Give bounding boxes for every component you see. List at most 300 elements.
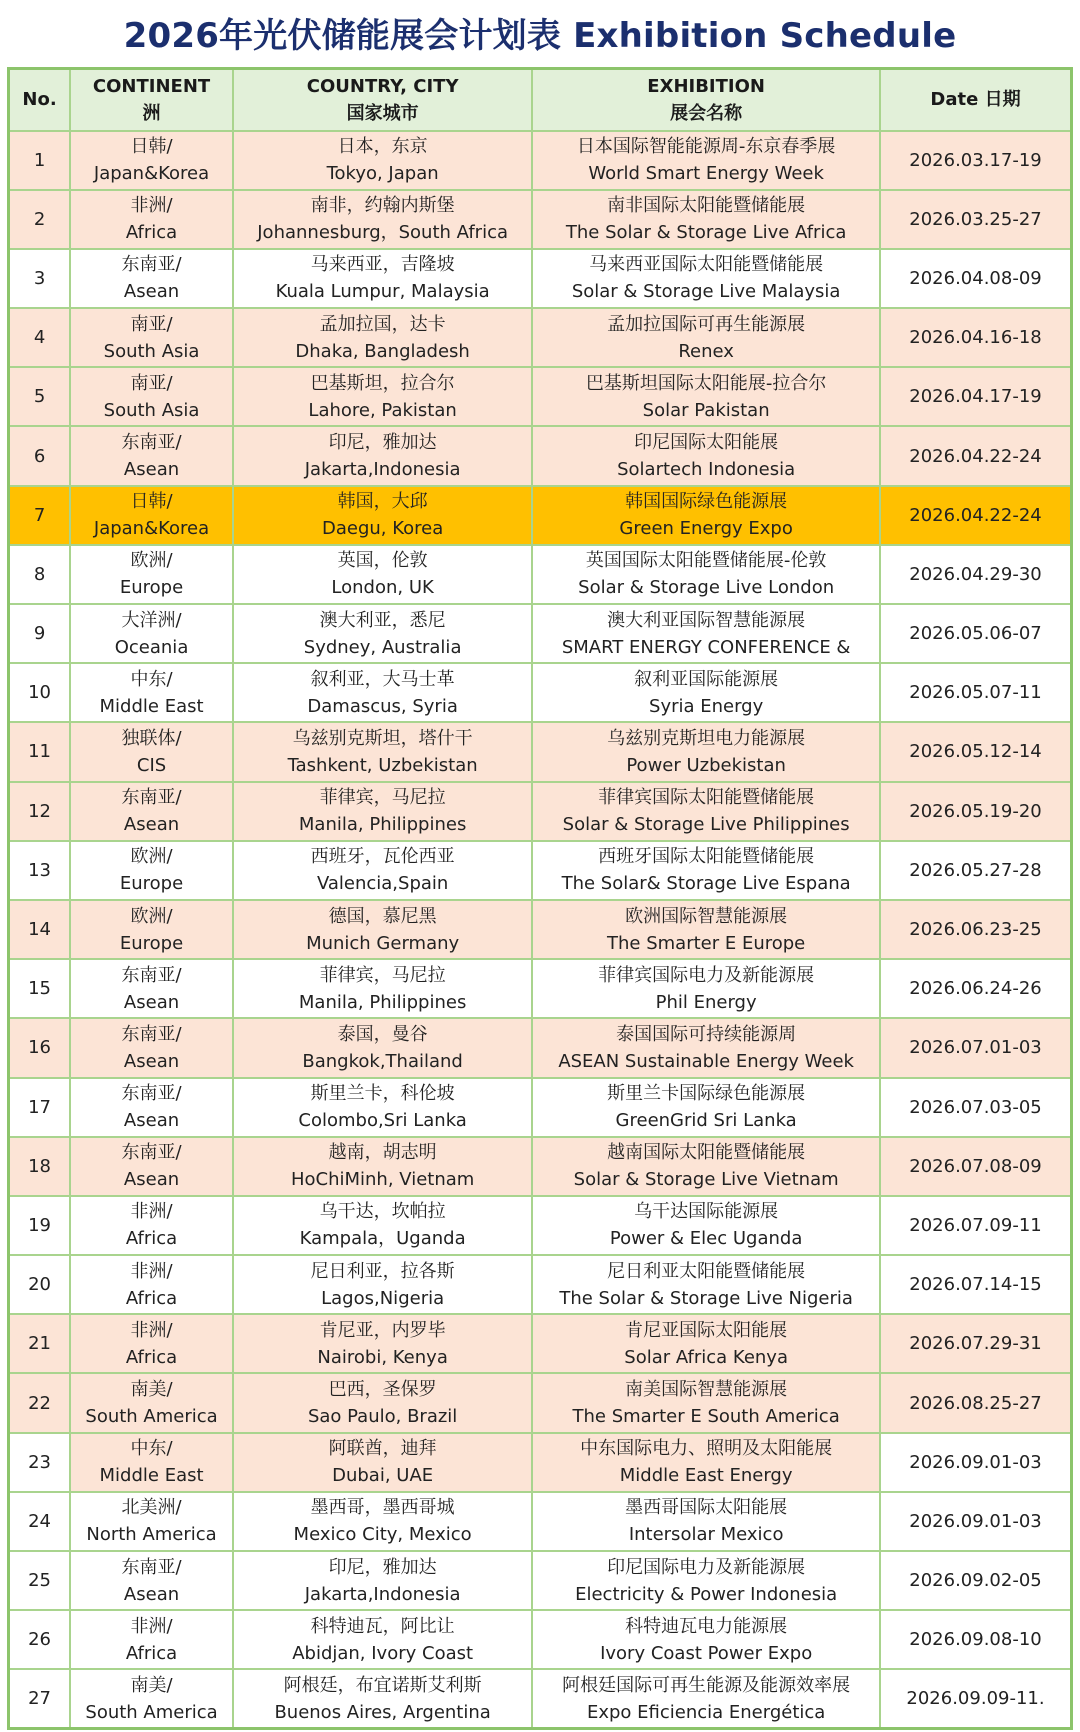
exhibition-en: Solar Africa Kenya xyxy=(624,1346,788,1368)
country-cn: 英国，伦敦 xyxy=(337,550,428,572)
row-number: 18 xyxy=(9,1137,71,1196)
country-city-cell xyxy=(233,308,532,367)
country-cn: 澳大利亚，悉尼 xyxy=(319,609,446,631)
page-title: 2026年光伏储能展会计划表 Exhibition Schedule xyxy=(123,16,957,56)
exhibition-cn: 日本国际智能能源周-东京春季展 xyxy=(576,136,836,158)
country-cn: 越南，胡志明 xyxy=(328,1142,437,1164)
exhibition-cell xyxy=(532,1314,880,1373)
continent-cn: 东南亚/ xyxy=(121,1556,182,1578)
continent-cell xyxy=(70,131,233,190)
exhibition-cell xyxy=(532,841,880,900)
country-cn: 斯里兰卡，科伦坡 xyxy=(310,1083,455,1105)
exhibition-cell xyxy=(532,1669,880,1728)
table-row xyxy=(9,1373,1072,1432)
header-exhibition-cn: 展会名称 xyxy=(670,102,743,124)
exhibition-en: Solartech Indonesia xyxy=(617,459,796,481)
table-row xyxy=(9,841,1072,900)
country-city-cell xyxy=(233,900,532,959)
continent-cn: 欧洲/ xyxy=(130,550,173,572)
continent-en: Africa xyxy=(125,1642,178,1664)
continent-en: Middle East xyxy=(99,695,204,717)
exhibition-date: 2026.09.09-11. xyxy=(880,1669,1072,1728)
header-date: Date 日期 xyxy=(880,69,1072,131)
exhibition-en: Solar & Storage Live Vietnam xyxy=(573,1169,839,1191)
continent-cell xyxy=(70,190,233,249)
exhibition-cn: 西班牙国际太阳能暨储能展 xyxy=(598,846,815,868)
continent-en: Africa xyxy=(125,1346,178,1368)
country-en: Tokyo, Japan xyxy=(326,163,439,185)
country-cn: 科特迪瓦，阿比让 xyxy=(310,1615,455,1637)
exhibition-cn: 泰国国际可持续能源周 xyxy=(616,1023,797,1045)
country-cn: 尼日利亚，拉各斯 xyxy=(310,1260,455,1282)
continent-cn: 日韩/ xyxy=(130,491,173,513)
continent-cn: 北美洲/ xyxy=(121,1497,182,1519)
continent-cell xyxy=(70,486,233,545)
row-number: 8 xyxy=(9,545,71,604)
exhibition-date: 2026.03.25-27 xyxy=(880,190,1072,249)
continent-cell xyxy=(70,959,233,1018)
exhibition-cell xyxy=(532,900,880,959)
country-en: Mexico City, Mexico xyxy=(293,1524,472,1546)
exhibition-en: Intersolar Mexico xyxy=(628,1524,784,1546)
exhibition-en: Power Uzbekistan xyxy=(626,754,786,776)
country-cn: 巴西，圣保罗 xyxy=(328,1379,437,1401)
exhibition-date: 2026.04.16-18 xyxy=(880,308,1072,367)
exhibition-date: 2026.07.14-15 xyxy=(880,1255,1072,1314)
country-city-cell xyxy=(233,782,532,841)
continent-cn: 南美/ xyxy=(130,1674,173,1696)
country-city-cell xyxy=(233,190,532,249)
exhibition-date: 2026.04.29-30 xyxy=(880,545,1072,604)
row-number: 27 xyxy=(9,1669,71,1728)
continent-cn: 中东/ xyxy=(130,668,173,690)
country-cn: 南非，约翰内斯堡 xyxy=(310,195,455,217)
country-city-cell xyxy=(233,367,532,426)
continent-cn: 欧洲/ xyxy=(130,905,173,927)
exhibition-en: SMART ENERGY CONFERENCE & xyxy=(561,636,851,658)
exhibition-en: Syria Energy xyxy=(649,695,764,717)
exhibition-cell xyxy=(532,1433,880,1492)
continent-cell xyxy=(70,900,233,959)
row-number: 11 xyxy=(9,722,71,781)
country-en: Abidjan, Ivory Coast xyxy=(292,1642,474,1664)
continent-en: Africa xyxy=(125,1228,178,1250)
exhibition-date: 2026.04.08-09 xyxy=(880,249,1072,308)
country-city-cell xyxy=(233,426,532,485)
country-en: Tashkent, Uzbekistan xyxy=(287,754,478,776)
header-country-city xyxy=(233,69,532,131)
continent-en: Asean xyxy=(123,1583,180,1605)
country-city-cell xyxy=(233,604,532,663)
exhibition-date: 2026.04.22-24 xyxy=(880,486,1072,545)
country-city-cell xyxy=(233,1610,532,1669)
exhibition-date: 2026.03.17-19 xyxy=(880,131,1072,190)
exhibition-cell xyxy=(532,190,880,249)
exhibition-en: The Solar& Storage Live Espana xyxy=(561,873,851,895)
country-cn: 德国，慕尼黑 xyxy=(328,905,437,927)
exhibition-date: 2026.05.27-28 xyxy=(880,841,1072,900)
country-cn: 西班牙，瓦伦西亚 xyxy=(310,846,455,868)
continent-cell xyxy=(70,426,233,485)
continent-cell xyxy=(70,1610,233,1669)
table-row xyxy=(9,782,1072,841)
continent-cn: 东南亚/ xyxy=(121,254,182,276)
exhibition-date: 2026.04.17-19 xyxy=(880,367,1072,426)
continent-en: Asean xyxy=(123,1050,180,1072)
country-en: Buenos Aires, Argentina xyxy=(274,1701,491,1723)
table-body xyxy=(9,131,1072,1729)
country-cn: 乌干达，坎帕拉 xyxy=(319,1201,446,1223)
exhibition-cn: 欧洲国际智慧能源展 xyxy=(625,905,788,927)
continent-cn: 中东/ xyxy=(130,1438,173,1460)
table-row xyxy=(9,722,1072,781)
country-cn: 墨西哥，墨西哥城 xyxy=(310,1497,455,1519)
table-row xyxy=(9,249,1072,308)
country-en: Munich Germany xyxy=(306,932,460,954)
exhibition-date: 2026.09.02-05 xyxy=(880,1551,1072,1610)
continent-en: South America xyxy=(85,1406,218,1428)
exhibition-en: Green Energy Expo xyxy=(619,518,793,540)
exhibition-date: 2026.04.22-24 xyxy=(880,426,1072,485)
exhibition-date: 2026.07.01-03 xyxy=(880,1018,1072,1077)
continent-cn: 东南亚/ xyxy=(121,1023,182,1045)
exhibition-cn: 菲律宾国际太阳能暨储能展 xyxy=(598,787,815,809)
table-row xyxy=(9,959,1072,1018)
header-continent xyxy=(70,69,233,131)
exhibition-en: GreenGrid Sri Lanka xyxy=(615,1110,797,1132)
continent-cn: 非洲/ xyxy=(130,195,173,217)
header-row xyxy=(9,69,1072,131)
country-cn: 韩国，大邱 xyxy=(337,491,428,513)
country-cn: 菲律宾，马尼拉 xyxy=(319,964,446,986)
row-number: 17 xyxy=(9,1078,71,1137)
exhibition-cell xyxy=(532,1610,880,1669)
table-row xyxy=(9,426,1072,485)
exhibition-cell xyxy=(532,367,880,426)
exhibition-en: Solar Pakistan xyxy=(642,399,770,421)
country-en: Sao Paulo, Brazil xyxy=(307,1406,458,1428)
exhibition-en: World Smart Energy Week xyxy=(588,163,824,185)
country-en: Sydney, Australia xyxy=(303,636,462,658)
continent-cell xyxy=(70,367,233,426)
country-city-cell xyxy=(233,1492,532,1551)
table-row xyxy=(9,663,1072,722)
exhibition-cell xyxy=(532,486,880,545)
exhibition-cn: 英国国际太阳能暨储能展-伦敦 xyxy=(585,550,827,572)
header-no: No. xyxy=(9,69,71,131)
country-city-cell xyxy=(233,959,532,1018)
row-number: 3 xyxy=(9,249,71,308)
row-number: 20 xyxy=(9,1255,71,1314)
country-en: Lagos,Nigeria xyxy=(321,1287,445,1309)
row-number: 5 xyxy=(9,367,71,426)
continent-cell xyxy=(70,1492,233,1551)
table-row xyxy=(9,1433,1072,1492)
exhibition-en: The Solar & Storage Live Africa xyxy=(565,222,847,244)
row-number: 15 xyxy=(9,959,71,1018)
country-city-cell xyxy=(233,1669,532,1728)
row-number: 24 xyxy=(9,1492,71,1551)
exhibition-en: The Smarter E South America xyxy=(572,1406,840,1428)
exhibition-cn: 科特迪瓦电力能源展 xyxy=(625,1615,788,1637)
continent-cn: 日韩/ xyxy=(130,136,173,158)
continent-en: Japan&Korea xyxy=(93,518,210,540)
exhibition-en: Solar & Storage Live Malaysia xyxy=(571,281,841,303)
exhibition-date: 2026.09.08-10 xyxy=(880,1610,1072,1669)
table-row xyxy=(9,1669,1072,1728)
exhibition-date: 2026.09.01-03 xyxy=(880,1492,1072,1551)
continent-cell xyxy=(70,1078,233,1137)
exhibition-cn: 印尼国际太阳能展 xyxy=(634,432,779,454)
continent-cell xyxy=(70,1255,233,1314)
table-header xyxy=(9,69,1072,131)
header-exhibition-en: EXHIBITION xyxy=(647,75,765,97)
exhibition-cell xyxy=(532,722,880,781)
exhibition-cn: 南非国际太阳能暨储能展 xyxy=(607,195,806,217)
row-number: 19 xyxy=(9,1196,71,1255)
exhibition-cn: 斯里兰卡国际绿色能源展 xyxy=(607,1083,806,1105)
continent-cell xyxy=(70,1373,233,1432)
country-city-cell xyxy=(233,1373,532,1432)
exhibition-cn: 阿根廷国际可再生能源及能源效率展 xyxy=(562,1674,851,1696)
continent-cell xyxy=(70,1669,233,1728)
exhibition-cn: 印尼国际电力及新能源展 xyxy=(607,1556,806,1578)
country-cn: 阿根廷，布宜诺斯艾利斯 xyxy=(283,1674,482,1696)
country-en: Bangkok,Thailand xyxy=(302,1050,463,1072)
continent-cn: 大洋洲/ xyxy=(121,609,182,631)
country-cn: 印尼，雅加达 xyxy=(328,1556,437,1578)
exhibition-cell xyxy=(532,1018,880,1077)
continent-cn: 东南亚/ xyxy=(121,964,182,986)
header-exhibition xyxy=(532,69,880,131)
exhibition-cn: 尼日利亚太阳能暨储能展 xyxy=(607,1260,806,1282)
continent-cell xyxy=(70,1018,233,1077)
header-country-en: COUNTRY, CITY xyxy=(306,75,459,97)
country-cn: 菲律宾，马尼拉 xyxy=(319,787,446,809)
exhibition-date: 2026.07.03-05 xyxy=(880,1078,1072,1137)
continent-cn: 南亚/ xyxy=(130,313,173,335)
continent-en: CIS xyxy=(136,754,167,776)
continent-cn: 非洲/ xyxy=(130,1201,173,1223)
exhibition-cn: 巴基斯坦国际太阳能展-拉合尔 xyxy=(585,372,827,394)
exhibition-cn: 澳大利亚国际智慧能源展 xyxy=(607,609,806,631)
exhibition-cell xyxy=(532,959,880,1018)
exhibition-cn: 马来西亚国际太阳能暨储能展 xyxy=(589,254,824,276)
country-cn: 印尼，雅加达 xyxy=(328,432,437,454)
table-row xyxy=(9,1551,1072,1610)
country-city-cell xyxy=(233,1018,532,1077)
continent-en: South Asia xyxy=(103,340,200,362)
exhibition-cell xyxy=(532,1255,880,1314)
exhibition-cell xyxy=(532,1373,880,1432)
table-row xyxy=(9,1610,1072,1669)
country-cn: 泰国，曼谷 xyxy=(337,1023,428,1045)
table-row xyxy=(9,308,1072,367)
continent-cn: 东南亚/ xyxy=(121,787,182,809)
row-number: 13 xyxy=(9,841,71,900)
country-city-cell xyxy=(233,249,532,308)
country-en: Jakarta,Indonesia xyxy=(304,1583,461,1605)
continent-en: Europe xyxy=(119,577,184,599)
country-city-cell xyxy=(233,1137,532,1196)
country-en: Dhaka, Bangladesh xyxy=(295,340,470,362)
country-en: Nairobi, Kenya xyxy=(317,1346,448,1368)
country-cn: 马来西亚，吉隆坡 xyxy=(310,254,455,276)
row-number: 6 xyxy=(9,426,71,485)
country-en: Valencia,Spain xyxy=(316,873,449,895)
country-cn: 肯尼亚，内罗毕 xyxy=(319,1319,446,1341)
row-number: 2 xyxy=(9,190,71,249)
continent-en: Middle East xyxy=(99,1465,204,1487)
row-number: 25 xyxy=(9,1551,71,1610)
continent-cell xyxy=(70,1433,233,1492)
exhibition-cn: 墨西哥国际太阳能展 xyxy=(625,1497,788,1519)
exhibition-cell xyxy=(532,426,880,485)
row-number: 12 xyxy=(9,782,71,841)
exhibition-cell xyxy=(532,1196,880,1255)
continent-cell xyxy=(70,249,233,308)
table-row xyxy=(9,1018,1072,1077)
continent-cn: 非洲/ xyxy=(130,1260,173,1282)
continent-cn: 欧洲/ xyxy=(130,846,173,868)
continent-en: Asean xyxy=(123,1110,180,1132)
country-en: Kampala，Uganda xyxy=(299,1228,466,1250)
exhibition-date: 2026.05.12-14 xyxy=(880,722,1072,781)
exhibition-cn: 乌干达国际能源展 xyxy=(634,1201,779,1223)
exhibition-en: Solar & Storage Live Philippines xyxy=(562,814,850,836)
table-row xyxy=(9,190,1072,249)
country-city-cell xyxy=(233,1433,532,1492)
continent-en: Africa xyxy=(125,1287,178,1309)
country-en: Colombo,Sri Lanka xyxy=(298,1110,467,1132)
continent-cn: 独联体/ xyxy=(121,727,182,749)
continent-cell xyxy=(70,722,233,781)
table-row xyxy=(9,131,1072,190)
continent-cell xyxy=(70,782,233,841)
exhibition-cell xyxy=(532,1137,880,1196)
country-en: Kuala Lumpur, Malaysia xyxy=(275,281,490,303)
row-number: 21 xyxy=(9,1314,71,1373)
exhibition-date: 2026.07.29-31 xyxy=(880,1314,1072,1373)
exhibition-cell xyxy=(532,782,880,841)
country-en: Johannesburg，South Africa xyxy=(257,222,508,244)
exhibition-en: Ivory Coast Power Expo xyxy=(600,1642,813,1664)
table-row xyxy=(9,1492,1072,1551)
country-en: HoChiMinh, Vietnam xyxy=(290,1169,475,1191)
country-en: Manila, Philippines xyxy=(298,814,467,836)
continent-en: Asean xyxy=(123,991,180,1013)
country-city-cell xyxy=(233,1196,532,1255)
exhibition-cell xyxy=(532,1078,880,1137)
exhibition-cn: 乌兹别克斯坦电力能源展 xyxy=(607,727,806,749)
row-number: 14 xyxy=(9,900,71,959)
continent-en: Asean xyxy=(123,459,180,481)
country-city-cell xyxy=(233,1551,532,1610)
row-number: 16 xyxy=(9,1018,71,1077)
continent-cn: 东南亚/ xyxy=(121,1142,182,1164)
row-number: 7 xyxy=(9,486,71,545)
table-row xyxy=(9,1078,1072,1137)
country-en: London, UK xyxy=(331,577,434,599)
country-cn: 乌兹别克斯坦，塔什干 xyxy=(292,727,473,749)
exhibition-date: 2026.08.25-27 xyxy=(880,1373,1072,1432)
continent-cn: 非洲/ xyxy=(130,1615,173,1637)
country-city-cell xyxy=(233,841,532,900)
exhibition-cell xyxy=(532,131,880,190)
exhibition-date: 2026.05.06-07 xyxy=(880,604,1072,663)
continent-en: Asean xyxy=(123,814,180,836)
continent-cn: 东南亚/ xyxy=(121,1083,182,1105)
country-city-cell xyxy=(233,486,532,545)
exhibition-date: 2026.06.24-26 xyxy=(880,959,1072,1018)
country-city-cell xyxy=(233,663,532,722)
exhibition-cell xyxy=(532,604,880,663)
country-city-cell xyxy=(233,545,532,604)
country-cn: 日本，东京 xyxy=(337,136,428,158)
country-en: Dubai, UAE xyxy=(332,1465,434,1487)
continent-en: South Asia xyxy=(103,399,200,421)
exhibition-en: Expo Eficiencia Energética xyxy=(586,1701,826,1723)
exhibition-cn: 肯尼亚国际太阳能展 xyxy=(625,1319,788,1341)
continent-cell xyxy=(70,604,233,663)
exhibition-cn: 叙利亚国际能源展 xyxy=(634,668,779,690)
exhibition-cn: 越南国际太阳能暨储能展 xyxy=(607,1142,806,1164)
continent-cell xyxy=(70,1314,233,1373)
country-city-cell xyxy=(233,722,532,781)
continent-en: North America xyxy=(86,1524,217,1546)
exhibition-date: 2026.06.23-25 xyxy=(880,900,1072,959)
exhibition-cell xyxy=(532,1492,880,1551)
exhibition-en: Electricity & Power Indonesia xyxy=(575,1583,838,1605)
table-row xyxy=(9,1314,1072,1373)
continent-cell xyxy=(70,1137,233,1196)
country-city-cell xyxy=(233,1255,532,1314)
exhibition-schedule-table xyxy=(7,67,1073,1730)
table-row xyxy=(9,486,1072,545)
exhibition-date: 2026.07.08-09 xyxy=(880,1137,1072,1196)
exhibition-en: ASEAN Sustainable Energy Week xyxy=(558,1050,854,1072)
exhibition-cell xyxy=(532,1551,880,1610)
header-continent-cn: 洲 xyxy=(142,102,161,124)
continent-en: Europe xyxy=(119,873,184,895)
exhibition-en: The Smarter E Europe xyxy=(607,932,806,954)
table-row xyxy=(9,900,1072,959)
table-row xyxy=(9,1137,1072,1196)
continent-cn: 东南亚/ xyxy=(121,432,182,454)
table-row xyxy=(9,1196,1072,1255)
continent-cn: 南亚/ xyxy=(130,372,173,394)
continent-cell xyxy=(70,663,233,722)
country-en: Damascus, Syria xyxy=(307,695,458,717)
continent-en: Europe xyxy=(119,932,184,954)
continent-en: Oceania xyxy=(114,636,189,658)
continent-cell xyxy=(70,1196,233,1255)
row-number: 9 xyxy=(9,604,71,663)
row-number: 26 xyxy=(9,1610,71,1669)
exhibition-en: Renex xyxy=(678,340,734,362)
continent-en: Asean xyxy=(123,1169,180,1191)
exhibition-cell xyxy=(532,308,880,367)
country-city-cell xyxy=(233,131,532,190)
continent-en: Africa xyxy=(125,222,178,244)
exhibition-cn: 中东国际电力、照明及太阳能展 xyxy=(580,1438,833,1460)
row-number: 4 xyxy=(9,308,71,367)
continent-cell xyxy=(70,308,233,367)
exhibition-date: 2026.09.01-03 xyxy=(880,1433,1072,1492)
country-en: Lahore, Pakistan xyxy=(308,399,457,421)
exhibition-en: Solar & Storage Live London xyxy=(578,577,835,599)
country-city-cell xyxy=(233,1314,532,1373)
